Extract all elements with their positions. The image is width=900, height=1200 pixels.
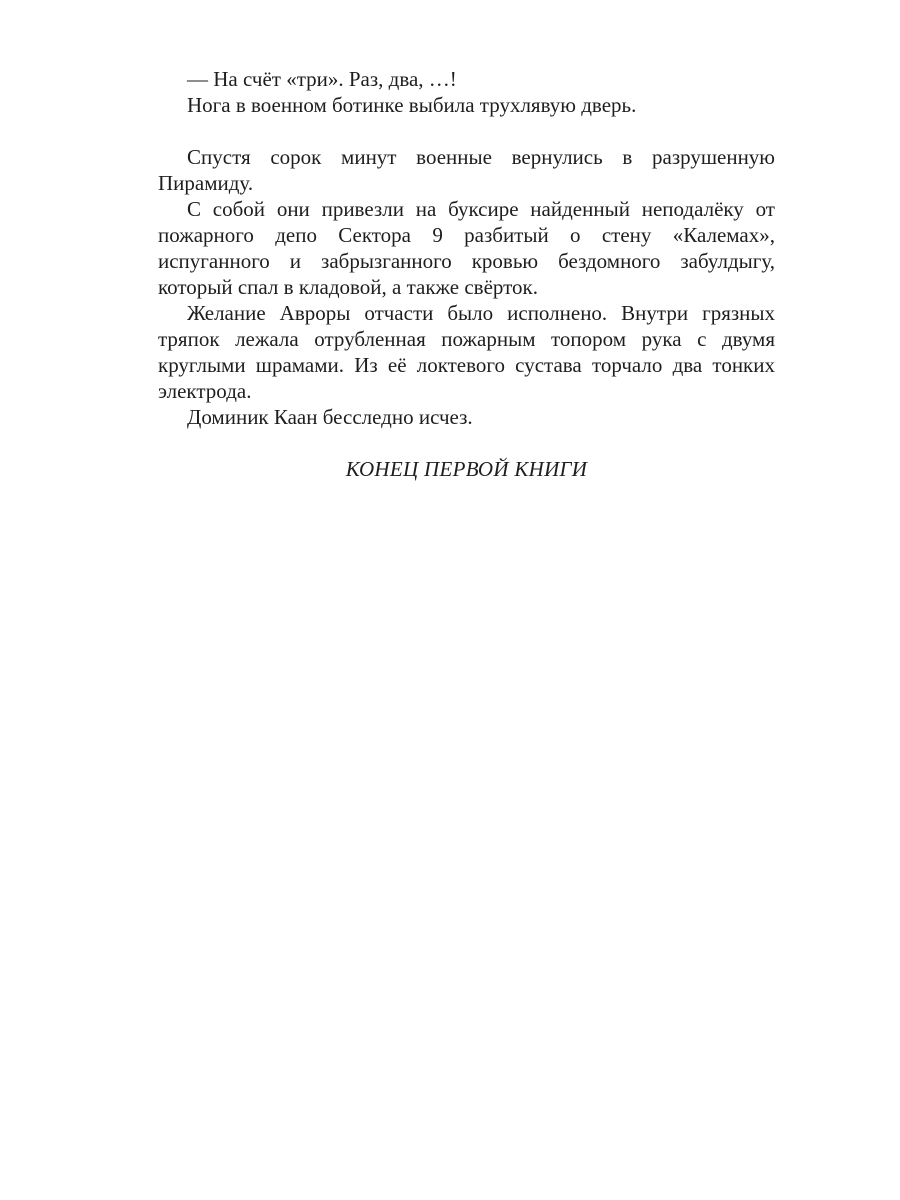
section-break [158, 118, 775, 144]
end-of-book-title: КОНЕЦ ПЕРВОЙ КНИГИ [345, 457, 588, 481]
text-block [158, 66, 775, 482]
paragraph-door: Нога в военном ботинке выбила трухлявую дверь. [187, 93, 637, 117]
paragraph-wish: Желание Авроры отчасти было исполнено. Внутри грязных тряпок лежала отрубленная пожарным топором рука с двумя круглыми шрамами. Из её локтевого сустава торчало два тонких электрода. [158, 301, 775, 403]
paragraph-vanished: Доминик Каан бесследно исчез. [187, 405, 473, 429]
paragraph-countdown: — На счёт «три». Раз, два, …! [187, 67, 457, 91]
paragraph-return: Спустя сорок минут военные вернулись в разрушенную Пирамиду. [158, 145, 775, 195]
paragraph-cargo: С собой они привезли на буксире найденный неподалёку от пожарного депо Сектора 9 разбитый о стену «Калемах», испуганного и забрызганного кровью бездомного забулдыгу, который спал в кладовой, а также свёрток. [158, 197, 775, 299]
